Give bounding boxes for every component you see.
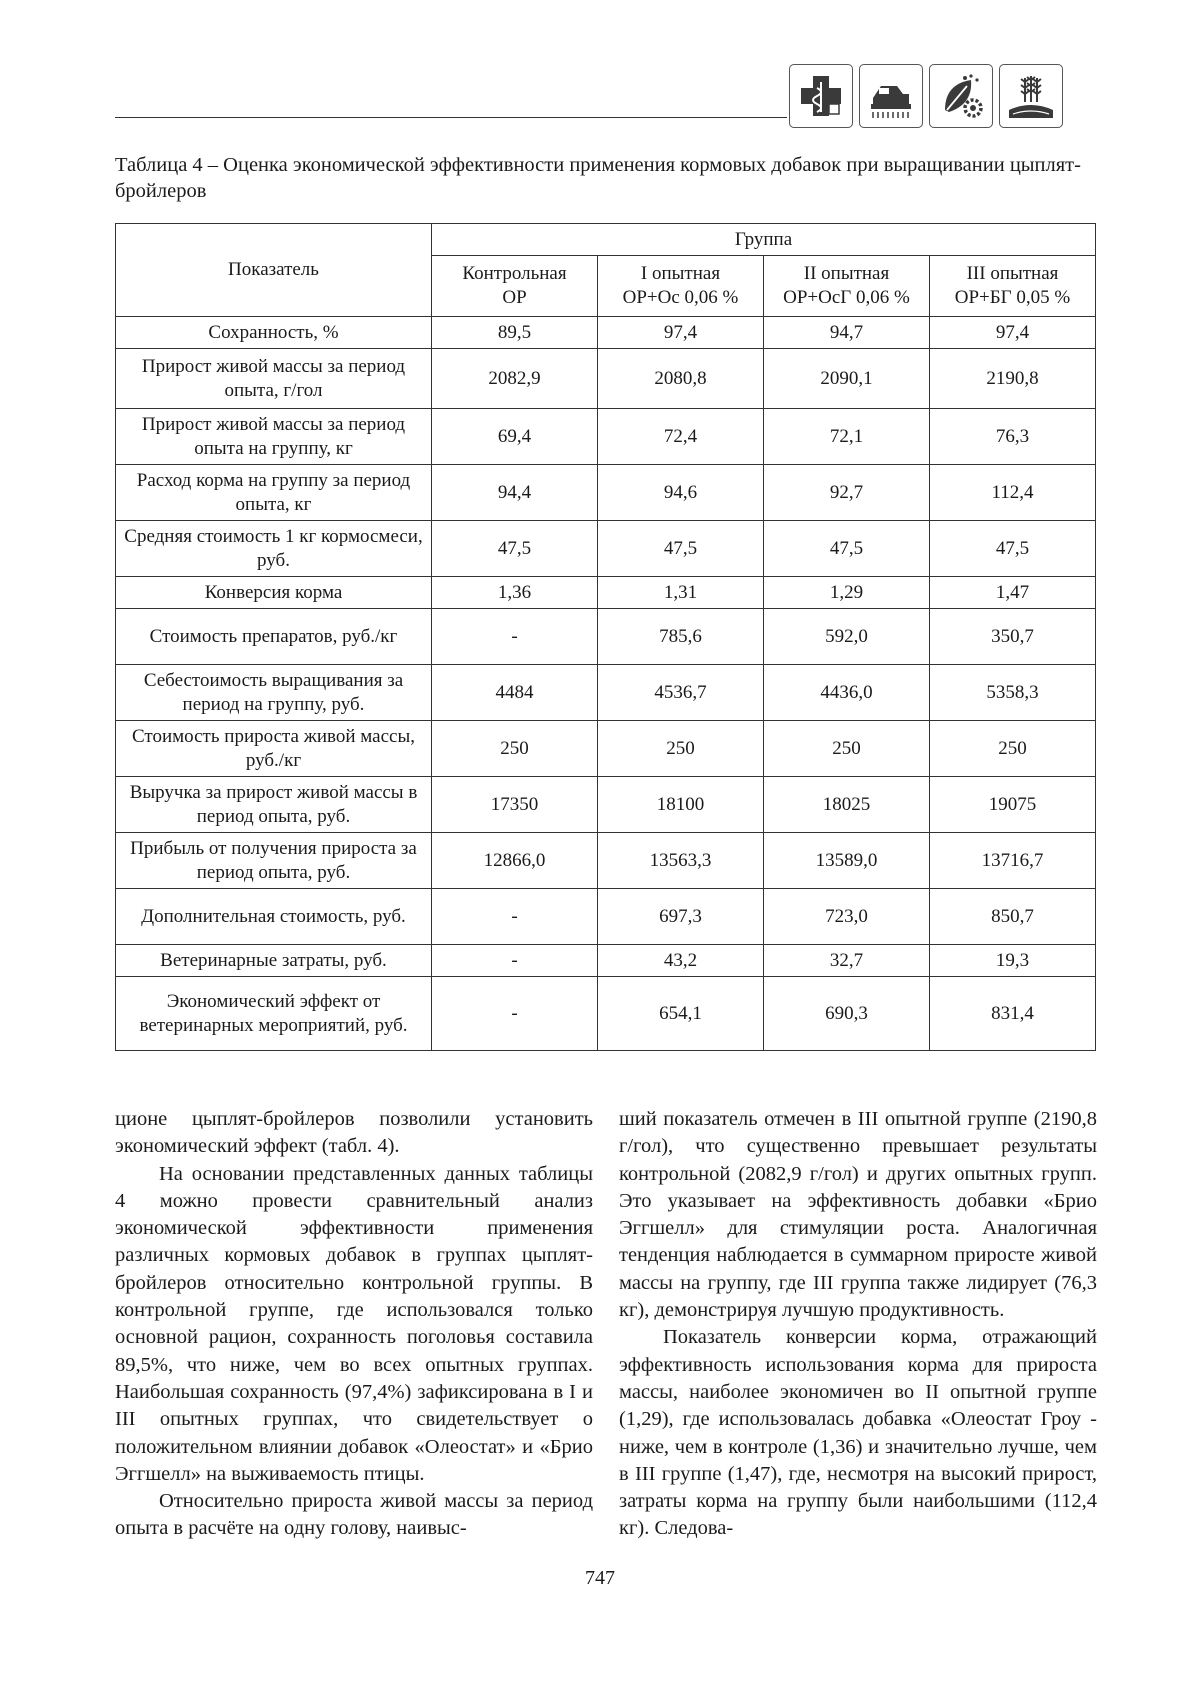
table-row: [116, 665, 1096, 721]
cell: 1,36: [432, 577, 598, 609]
cell: 250: [598, 721, 764, 777]
cell: 19075: [930, 777, 1096, 833]
cell: 350,7: [930, 609, 1096, 665]
table-row: [116, 349, 1096, 409]
cell: 18025: [764, 777, 930, 833]
row-label: Прибыль от получения прироста за период опыта, руб.: [116, 833, 432, 889]
paragraph: На основании представленных данных таблицы 4 можно провести сравнительный анализ экономической эффективности применения различных кормовых добавок в группах цыплят-бройлеров относительно контрольной группы. В контрольной группе, где использовался только основной рацион, сохранность поголовья составила 89,5%, что ниже, чем во всех опытных группах. Наибольшая сохранность (97,4%) зафиксирована в I и III опытных группах, что свидетельствует о положительном влиянии добавок «Олеостат» и «Брио Эггшелл» на выживаемость птицы.: [115, 1162, 593, 1485]
cell: 13589,0: [764, 833, 930, 889]
cell: 32,7: [764, 945, 930, 977]
cell: 5358,3: [930, 665, 1096, 721]
cell: 112,4: [930, 465, 1096, 521]
header-icons: [789, 64, 1063, 128]
cell: 12866,0: [432, 833, 598, 889]
cell: 1,31: [598, 577, 764, 609]
cell: 2080,8: [598, 349, 764, 409]
cell: 4536,7: [598, 665, 764, 721]
table-row: [116, 833, 1096, 889]
row-label: Расход корма на группу за период опыта, кг: [116, 465, 432, 521]
cell: 72,1: [764, 409, 930, 465]
cell: 19,3: [930, 945, 1096, 977]
row-label: Средняя стоимость 1 кг кормосмеси, руб.: [116, 521, 432, 577]
cell: 47,5: [432, 521, 598, 577]
paragraph: Относительно прироста живой массы за период опыта в расчёте на одну голову, наивыс-: [115, 1490, 593, 1540]
table-caption: Таблица 4 – Оценка экономической эффективности применения кормовых добавок при выращивании цыплят-бройлеров: [115, 154, 1081, 202]
paragraph: ший показатель отмечен в III опытной группе (2190,8 г/гол), что существенно превышает результаты контрольной (2082,9 г/гол) и других опытных групп. Это указывает на эффективность добавки «Брио Эггшелл» для стимуляции роста. Аналогичная тенденция наблюдается в суммарном приросте живой массы на группу, где III группа также лидирует (76,3 кг), демонстрируя лучшую продуктивность.: [619, 1108, 1097, 1322]
cell: 69,4: [432, 409, 598, 465]
medical-cross-icon: [789, 64, 853, 128]
cell: 2090,1: [764, 349, 930, 409]
row-label: Конверсия корма: [116, 577, 432, 609]
cell: 2190,8: [930, 349, 1096, 409]
cell: 97,4: [930, 317, 1096, 349]
cell: 654,1: [598, 977, 764, 1051]
cell: 2082,9: [432, 349, 598, 409]
cell: 89,5: [432, 317, 598, 349]
row-label: Прирост живой массы за период опыта, г/гол: [116, 349, 432, 409]
cell: 72,4: [598, 409, 764, 465]
cell: 18100: [598, 777, 764, 833]
body-column-left: [115, 1106, 593, 1543]
cell: 13563,3: [598, 833, 764, 889]
cell: 1,29: [764, 577, 930, 609]
row-label: Сохранность, %: [116, 317, 432, 349]
cell: -: [432, 609, 598, 665]
column-header: Контрольная ОР: [432, 256, 598, 317]
leaf-gear-icon: [929, 64, 993, 128]
table-row: [116, 577, 1096, 609]
cell: 13716,7: [930, 833, 1096, 889]
cell: 47,5: [598, 521, 764, 577]
wheat-field-icon: [999, 64, 1063, 128]
body-column-right: [619, 1106, 1097, 1543]
table-row: [116, 465, 1096, 521]
row-label: Ветеринарные затраты, руб.: [116, 945, 432, 977]
paragraph: Показатель конверсии корма, отражающий эффективность использования корма для прироста массы, наиболее экономичен во II опытной группе (1,29), где использовалась добавка «Олеостат Гроу - ниже, чем в контроле (1,36) и значительно лучше, чем в III группе (1,47), где, несмотря на высокий прирост, затраты корма на группу были наибольшими (112,4 кг). Следова-: [619, 1326, 1097, 1540]
cell: 831,4: [930, 977, 1096, 1051]
cell: -: [432, 889, 598, 945]
cell: 850,7: [930, 889, 1096, 945]
table-row: [116, 521, 1096, 577]
column-header: I опытная ОР+Ос 0,06 %: [598, 256, 764, 317]
paragraph: ционе цыплят-бройлеров позволили установить экономический эффект (табл. 4).: [115, 1108, 593, 1158]
economic-efficiency-table: [115, 223, 1096, 1051]
table-row: [116, 977, 1096, 1051]
cell: 4436,0: [764, 665, 930, 721]
cell: 94,4: [432, 465, 598, 521]
cell: 94,7: [764, 317, 930, 349]
cell: 97,4: [598, 317, 764, 349]
combine-harvester-icon: [859, 64, 923, 128]
page-number: 747: [585, 1567, 615, 1589]
indicator-header: Показатель: [116, 224, 432, 317]
cell: 690,3: [764, 977, 930, 1051]
row-label: Прирост живой массы за период опыта на группу, кг: [116, 409, 432, 465]
table-row: [116, 317, 1096, 349]
cell: 17350: [432, 777, 598, 833]
table-row: [116, 721, 1096, 777]
cell: 4484: [432, 665, 598, 721]
row-label: Выручка за прирост живой массы в период опыта, руб.: [116, 777, 432, 833]
row-label: Экономический эффект от ветеринарных мероприятий, руб.: [116, 977, 432, 1051]
cell: 76,3: [930, 409, 1096, 465]
cell: 250: [432, 721, 598, 777]
cell: 592,0: [764, 609, 930, 665]
cell: 47,5: [930, 521, 1096, 577]
table-row: [116, 777, 1096, 833]
row-label: Стоимость прироста живой массы, руб./кг: [116, 721, 432, 777]
cell: -: [432, 977, 598, 1051]
column-header: III опытная ОР+БГ 0,05 %: [930, 256, 1096, 317]
group-header: Группа: [432, 224, 1096, 256]
cell: 250: [764, 721, 930, 777]
cell: 47,5: [764, 521, 930, 577]
header-rule: [115, 117, 787, 118]
table-row: [116, 609, 1096, 665]
table-row: [116, 409, 1096, 465]
cell: 43,2: [598, 945, 764, 977]
cell: 785,6: [598, 609, 764, 665]
cell: 94,6: [598, 465, 764, 521]
cell: 1,47: [930, 577, 1096, 609]
cell: 250: [930, 721, 1096, 777]
table-row: [116, 889, 1096, 945]
column-header: II опытная ОР+ОсГ 0,06 %: [764, 256, 930, 317]
cell: 723,0: [764, 889, 930, 945]
cell: 697,3: [598, 889, 764, 945]
row-label: Стоимость препаратов, руб./кг: [116, 609, 432, 665]
row-label: Себестоимость выращивания за период на группу, руб.: [116, 665, 432, 721]
row-label: Дополнительная стоимость, руб.: [116, 889, 432, 945]
table-row: [116, 945, 1096, 977]
cell: 92,7: [764, 465, 930, 521]
cell: -: [432, 945, 598, 977]
